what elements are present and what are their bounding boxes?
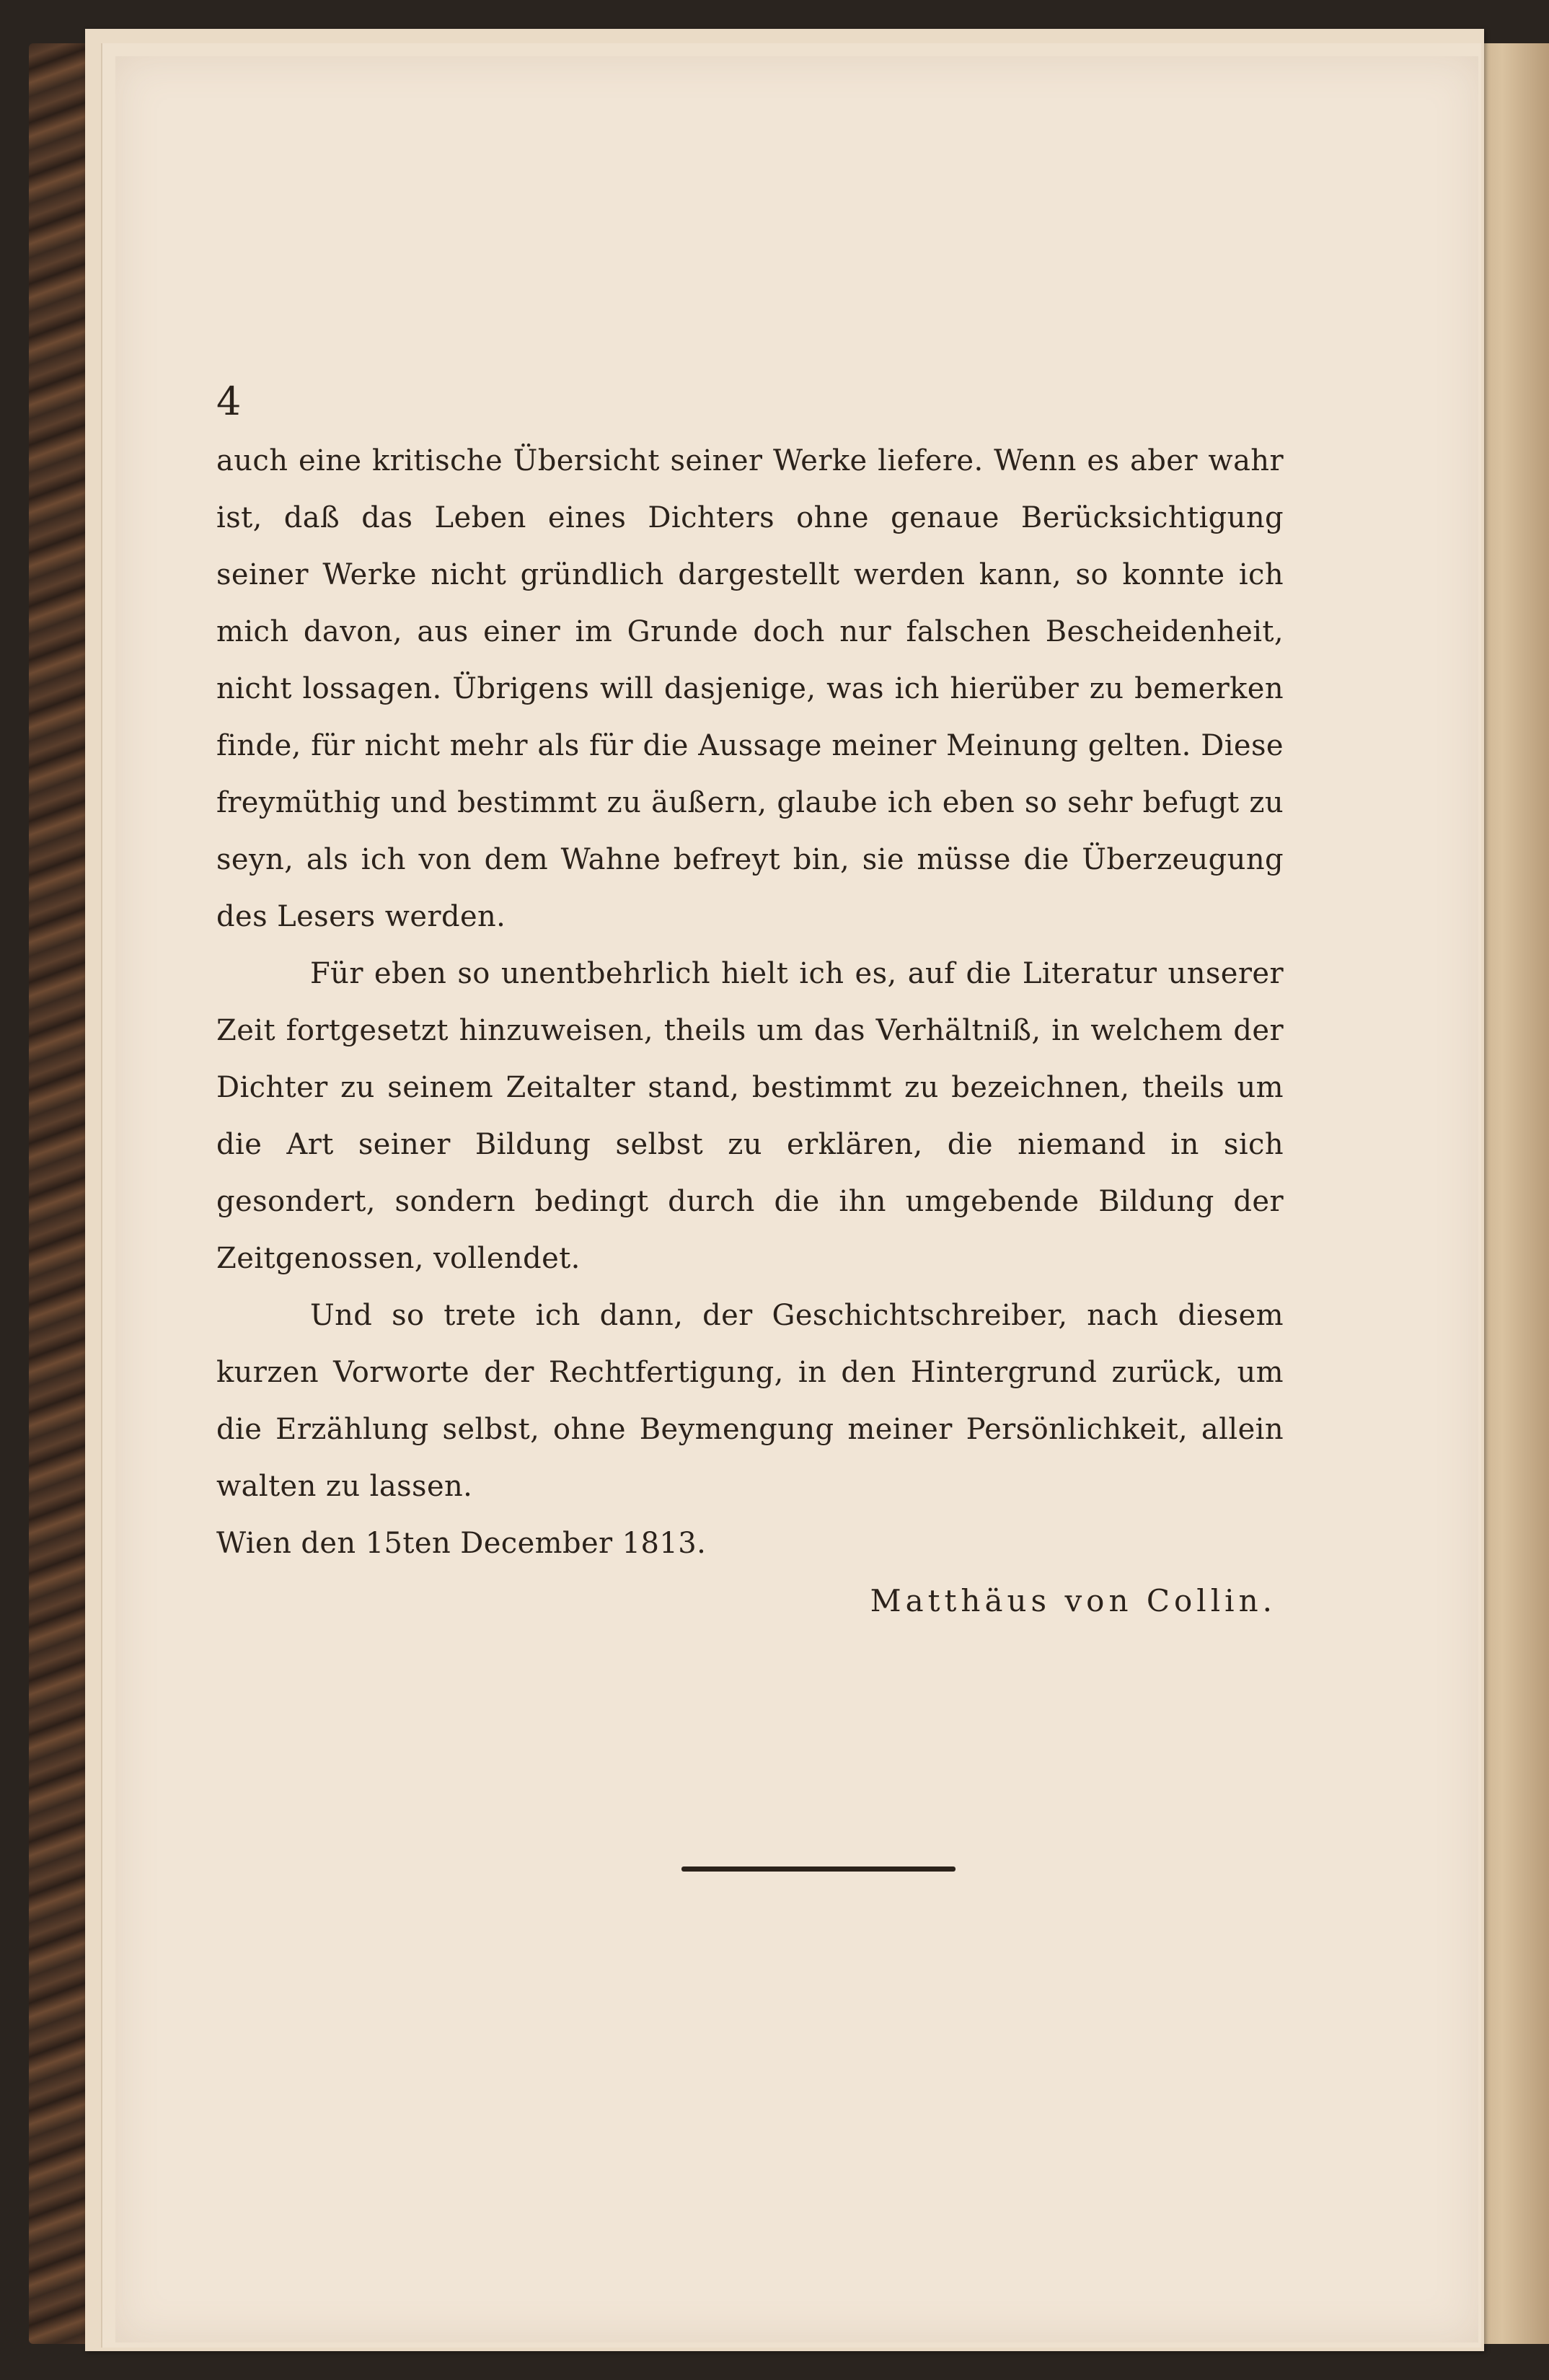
- author-signature: Matthäus von Collin.: [870, 1583, 1276, 1618]
- paragraph-literature: Für eben so unentbehrlich hielt ich es, auf die Literatur unserer Zeit fortgesetzt hinzuweisen, theils um das Verhältniß, in welchem der Dichter zu seinem Zeitalter stand, bestimmt zu bezeichnen, theils um die Art seiner Bildung selbst zu erklären, die niemand in sich gesondert, sondern bedingt durch die ihn umgebende Bildung der Zeitgenossen, vollendet.: [216, 957, 1284, 1275]
- place-date-line: Wien den 15ten December 1813.: [216, 1527, 707, 1560]
- page-number: 4: [216, 379, 242, 424]
- ornamental-rule: [681, 1866, 956, 1872]
- page-text: [216, 433, 1284, 1629]
- paragraph-closing: Und so trete ich dann, der Geschichtschreiber, nach diesem kurzen Vorworte der Rechtfertigung, in den Hintergrund zurück, um die Erzählung selbst, ohne Beymengung meiner Persönlichkeit, allein walten zu lassen.: [216, 1299, 1284, 1503]
- paragraph-continued: auch eine kritische Übersicht seiner Werke liefere. Wenn es aber wahr ist, daß das Leben eines Dichters ohne genaue Berücksichtigung seiner Werke nicht gründlich dargestellt werden kann, so konnte ich mich davon, aus einer im Grunde doch nur falschen Bescheidenheit, nicht lossagen. Übrigens will dasjenige, was ich hierüber zu bemerken finde, für nicht mehr als für die Aussage meiner Meinung gelten. Diese freymüthig und bestimmt zu äußern, glaube ich eben so sehr befugt zu seyn, als ich von dem Wahne befreyt bin, sie müsse die Überzeugung des Lesers werden.: [216, 444, 1284, 933]
